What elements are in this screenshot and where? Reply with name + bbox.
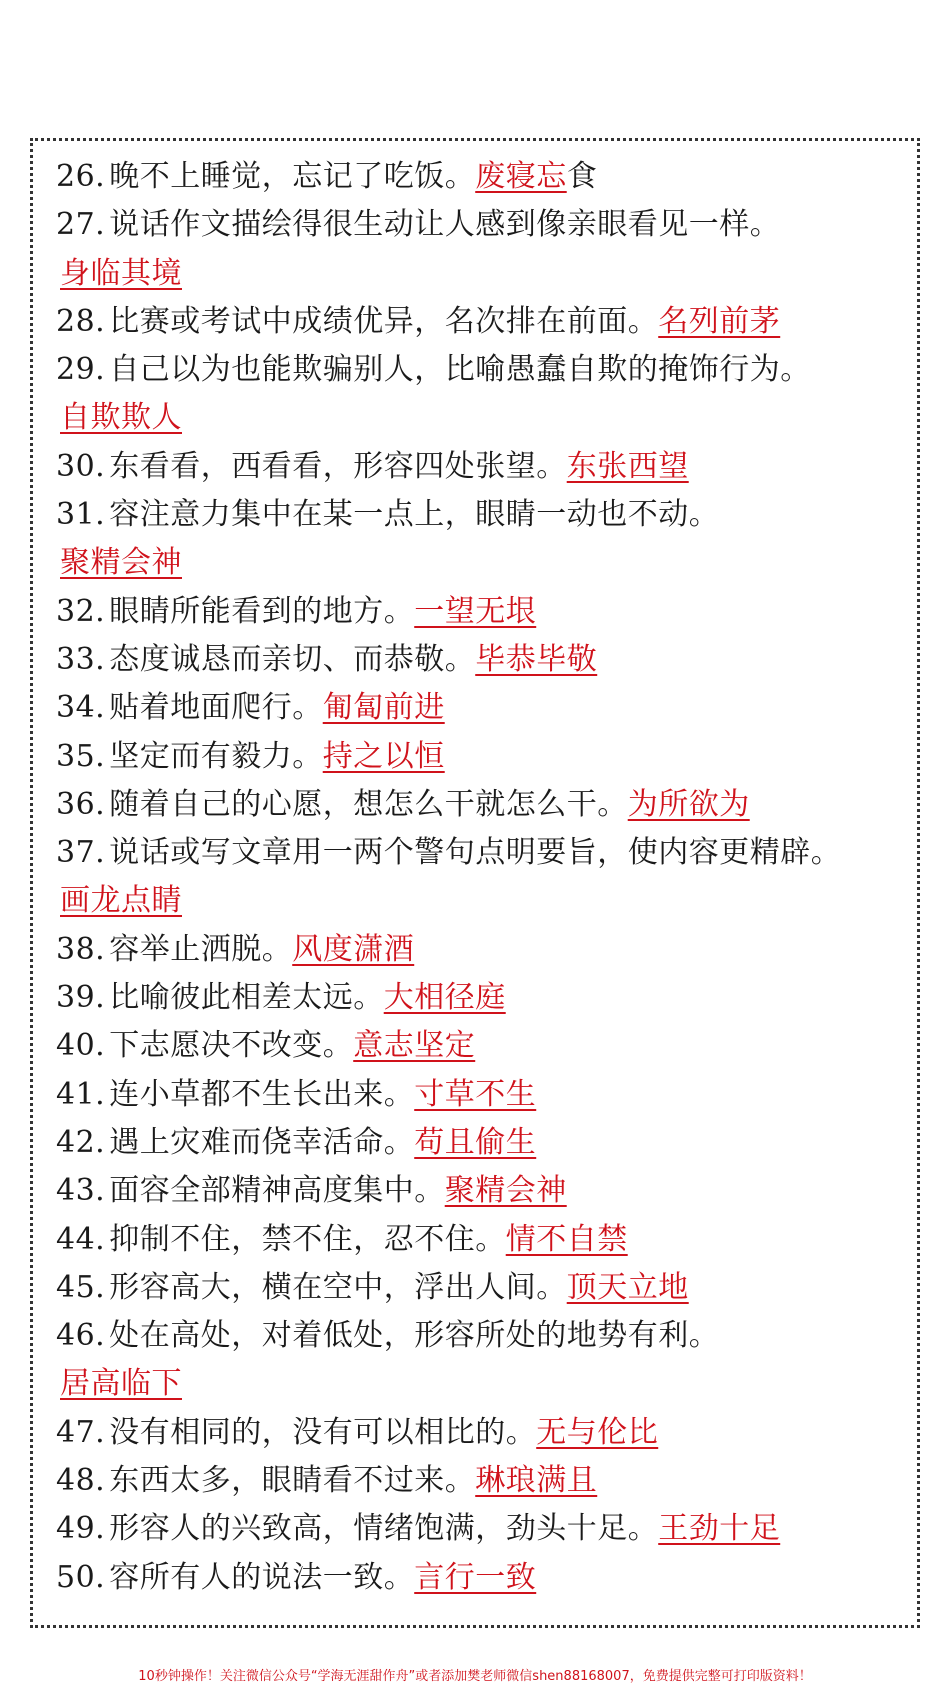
item-number: 38. <box>56 931 106 967</box>
item-definition: 抑制不住，禁不住，忍不住。 <box>109 1221 506 1257</box>
item-definition: 遇上灾难而侥幸活命。 <box>109 1124 415 1160</box>
item-number: 37. <box>56 835 106 871</box>
item-definition: 容所有人的说法一致。 <box>109 1559 415 1595</box>
item-definition: 自己以为也能欺骗别人，比喻愚蠢自欺的掩饰行为。 <box>109 352 811 388</box>
list-item <box>56 1071 916 1119</box>
item-answer: 自欺欺人 <box>60 400 182 436</box>
list-item <box>56 588 916 636</box>
item-number: 32. <box>56 593 106 629</box>
item-answer: 一望无垠 <box>414 593 537 629</box>
item-number: 30. <box>56 448 106 484</box>
item-answer: 废寝忘 <box>475 159 567 194</box>
item-definition: 形容人的兴致高，情绪饱满，劲头十足。 <box>109 1511 659 1547</box>
item-number: 33. <box>56 641 106 677</box>
item-answer: 苟且偷生 <box>414 1124 537 1160</box>
list-item <box>56 1264 916 1312</box>
item-answer: 匍匐前进 <box>322 690 445 726</box>
list-item <box>56 201 916 249</box>
item-definition: 比喻彼此相差太远。 <box>109 980 384 1016</box>
list-item <box>56 250 916 298</box>
item-answer: 顶天立地 <box>566 1269 689 1305</box>
list-item <box>56 539 916 587</box>
item-answer: 名列前茅 <box>658 303 781 339</box>
item-definition: 面容全部精神高度集中。 <box>109 1173 445 1209</box>
list-item <box>56 1119 916 1167</box>
item-number: 45. <box>56 1269 106 1305</box>
item-answer: 聚精会神 <box>444 1173 567 1209</box>
list-item <box>56 684 916 732</box>
item-definition: 态度诚恳而亲切、而恭敬。 <box>109 641 476 677</box>
item-number: 44. <box>56 1221 106 1257</box>
list-item <box>56 1167 916 1215</box>
item-definition: 没有相同的，没有可以相比的。 <box>109 1414 537 1450</box>
item-answer: 王劲十足 <box>658 1511 781 1547</box>
list-item <box>56 733 916 781</box>
item-definition: 处在高处，对着低处，形容所处的地势有利。 <box>109 1318 720 1354</box>
item-definition: 容注意力集中在某一点上，眼睛一动也不动。 <box>109 497 720 533</box>
item-answer: 琳琅满且 <box>475 1463 598 1499</box>
item-definition: 比赛或考试中成绩优异，名次排在前面。 <box>109 303 659 339</box>
list-item <box>56 829 916 877</box>
item-definition: 坚定而有毅力。 <box>109 738 323 774</box>
item-answer: 身临其境 <box>60 255 182 291</box>
item-answer: 无与伦比 <box>536 1414 659 1450</box>
item-number: 41. <box>56 1076 106 1112</box>
item-definition: 连小草都不生长出来。 <box>109 1076 415 1112</box>
item-answer-tail: 食 <box>566 159 598 194</box>
list-item <box>56 1554 916 1602</box>
item-number: 48. <box>56 1463 106 1499</box>
list-item <box>56 298 916 346</box>
item-number: 47. <box>56 1414 106 1450</box>
list-item <box>56 781 916 829</box>
item-definition: 下志愿决不改变。 <box>109 1028 354 1064</box>
item-number: 39. <box>56 980 106 1016</box>
item-definition: 说话作文描绘得很生动让人感到像亲眼看见一样。 <box>109 207 781 243</box>
item-answer: 画龙点睛 <box>60 883 182 919</box>
idiom-list <box>56 153 916 1602</box>
list-item <box>56 443 916 491</box>
list-item <box>56 877 916 925</box>
item-answer: 为所欲为 <box>627 786 750 822</box>
list-item <box>56 974 916 1022</box>
item-definition: 容举止洒脱。 <box>109 931 293 967</box>
item-definition: 晚不上睡觉，忘记了吃饭。 <box>109 159 476 194</box>
list-item <box>56 926 916 974</box>
item-answer: 大相径庭 <box>383 980 506 1016</box>
item-answer: 情不自禁 <box>505 1221 628 1257</box>
item-number: 42. <box>56 1124 106 1160</box>
list-item <box>56 636 916 684</box>
list-item <box>56 1457 916 1505</box>
list-item <box>56 1505 916 1553</box>
item-definition: 东看看，西看看，形容四处张望。 <box>109 448 567 484</box>
item-answer: 意志坚定 <box>353 1028 476 1064</box>
item-definition: 东西太多，眼睛看不过来。 <box>109 1463 476 1499</box>
list-item <box>56 1360 916 1408</box>
list-item <box>56 1216 916 1264</box>
item-number: 27. <box>56 207 106 243</box>
item-definition: 贴着地面爬行。 <box>109 690 323 726</box>
item-number: 31. <box>56 497 106 533</box>
item-definition: 形容高大，横在空中，浮出人间。 <box>109 1269 567 1305</box>
item-answer: 持之以恒 <box>322 738 445 774</box>
item-number: 36. <box>56 786 106 822</box>
item-answer: 毕恭毕敬 <box>475 641 598 677</box>
list-item <box>56 1022 916 1070</box>
item-answer: 言行一致 <box>414 1559 537 1595</box>
item-number: 35. <box>56 738 106 774</box>
list-item <box>56 1312 916 1360</box>
item-definition: 随着自己的心愿，想怎么干就怎么干。 <box>109 786 628 822</box>
item-number: 49. <box>56 1511 106 1547</box>
item-number: 43. <box>56 1173 106 1209</box>
list-item <box>56 394 916 442</box>
item-number: 46. <box>56 1318 106 1354</box>
item-number: 28. <box>56 303 106 339</box>
item-number: 40. <box>56 1028 106 1064</box>
item-number: 50. <box>56 1559 106 1595</box>
list-item <box>56 1409 916 1457</box>
item-answer: 寸草不生 <box>414 1076 537 1112</box>
item-answer: 风度潇酒 <box>292 931 415 967</box>
list-item <box>56 491 916 539</box>
footer-promo-text: 10秒钟操作！关注微信公众号“学海无涯甜作舟”或者添加樊老师微信shen88168007，免费提供完整可打印版资料！ <box>138 1669 812 1684</box>
list-item <box>56 346 916 394</box>
item-number: 34. <box>56 690 106 726</box>
item-answer: 居高临下 <box>60 1366 182 1402</box>
item-definition: 说话或写文章用一两个警句点明要旨，使内容更精辟。 <box>109 835 842 871</box>
item-number: 26. <box>56 159 106 194</box>
item-answer: 聚精会神 <box>60 545 182 581</box>
item-number: 29. <box>56 352 106 388</box>
item-answer: 东张西望 <box>566 448 689 484</box>
item-definition: 眼睛所能看到的地方。 <box>109 593 415 629</box>
list-item <box>56 153 916 201</box>
